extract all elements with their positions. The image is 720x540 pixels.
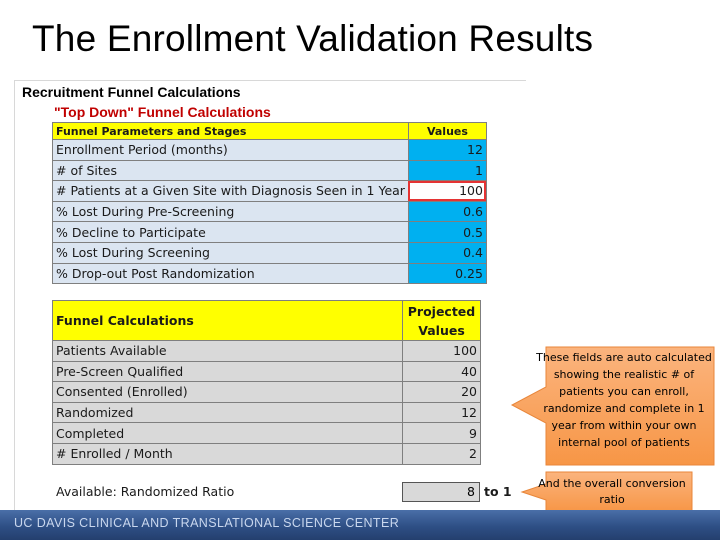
overall-ratio-callout bbox=[510, 470, 716, 514]
calculation-label: Completed bbox=[53, 423, 403, 444]
auto-fields-callout bbox=[510, 345, 716, 467]
table-row bbox=[53, 423, 481, 444]
calculation-label: Consented (Enrolled) bbox=[53, 382, 403, 403]
table-row bbox=[53, 361, 481, 382]
calculations-table bbox=[52, 300, 481, 465]
parameter-value: 0.5 bbox=[408, 222, 486, 243]
parameter-value: 1 bbox=[408, 160, 486, 181]
parameters-header-label: Funnel Parameters and Stages bbox=[53, 123, 409, 140]
table-row bbox=[53, 242, 487, 263]
calculations-header-label: Funnel Calculations bbox=[53, 301, 403, 341]
parameter-label: % Decline to Participate bbox=[53, 222, 409, 243]
parameter-value: 0.4 bbox=[408, 242, 486, 263]
parameter-value-highlighted: 100 bbox=[408, 181, 486, 202]
calculation-value: 100 bbox=[403, 341, 481, 362]
footer-text: UC DAVIS CLINICAL AND TRANSLATIONAL SCIENCE CENTER bbox=[14, 516, 400, 530]
table-row bbox=[53, 201, 487, 222]
calculation-label: Randomized bbox=[53, 402, 403, 423]
table-row bbox=[53, 181, 487, 202]
auto-fields-callout-text: These fields are auto calculated showing the realistic # of patients you can enroll, randomize and complete in 1 year from within your own internal pool of patients bbox=[536, 351, 712, 449]
sheet-heading: Recruitment Funnel Calculations bbox=[22, 84, 241, 100]
table-row bbox=[53, 341, 481, 362]
ratio-suffix: to 1 bbox=[484, 484, 512, 499]
parameters-header-row bbox=[53, 123, 487, 140]
parameters-table bbox=[52, 122, 487, 284]
table-row bbox=[53, 140, 487, 161]
calculation-value: 40 bbox=[403, 361, 481, 382]
parameter-label: # Patients at a Given Site with Diagnosis Seen in 1 Year bbox=[53, 181, 409, 202]
table-row bbox=[53, 402, 481, 423]
calculation-label: Pre-Screen Qualified bbox=[53, 361, 403, 382]
calculations-header-value: Projected Values bbox=[403, 301, 481, 341]
parameter-value: 12 bbox=[408, 140, 486, 161]
calculation-value: 12 bbox=[403, 402, 481, 423]
slide-title: The Enrollment Validation Results bbox=[32, 18, 594, 59]
table-row bbox=[53, 263, 487, 284]
calculation-value: 20 bbox=[403, 382, 481, 403]
table-row bbox=[53, 222, 487, 243]
calculation-value: 9 bbox=[403, 423, 481, 444]
calculations-header-row bbox=[53, 301, 481, 341]
parameter-label: # of Sites bbox=[53, 160, 409, 181]
parameters-header-value: Values bbox=[408, 123, 486, 140]
ratio-label: Available: Randomized Ratio bbox=[56, 484, 235, 499]
parameter-label: Enrollment Period (months) bbox=[53, 140, 409, 161]
calculation-value: 2 bbox=[403, 443, 481, 464]
table-row bbox=[53, 443, 481, 464]
parameter-value: 0.6 bbox=[408, 201, 486, 222]
calculation-label: # Enrolled / Month bbox=[53, 443, 403, 464]
parameter-label: % Drop-out Post Randomization bbox=[53, 263, 409, 284]
calculation-label: Patients Available bbox=[53, 341, 403, 362]
parameter-label: % Lost During Screening bbox=[53, 242, 409, 263]
table-row bbox=[53, 160, 487, 181]
parameter-value: 0.25 bbox=[408, 263, 486, 284]
overall-ratio-callout-text: And the overall conversion ratio bbox=[538, 477, 686, 506]
sheet-subheading: "Top Down" Funnel Calculations bbox=[54, 104, 271, 120]
table-row bbox=[53, 382, 481, 403]
parameter-label: % Lost During Pre-Screening bbox=[53, 201, 409, 222]
ratio-value: 8 bbox=[402, 482, 480, 502]
